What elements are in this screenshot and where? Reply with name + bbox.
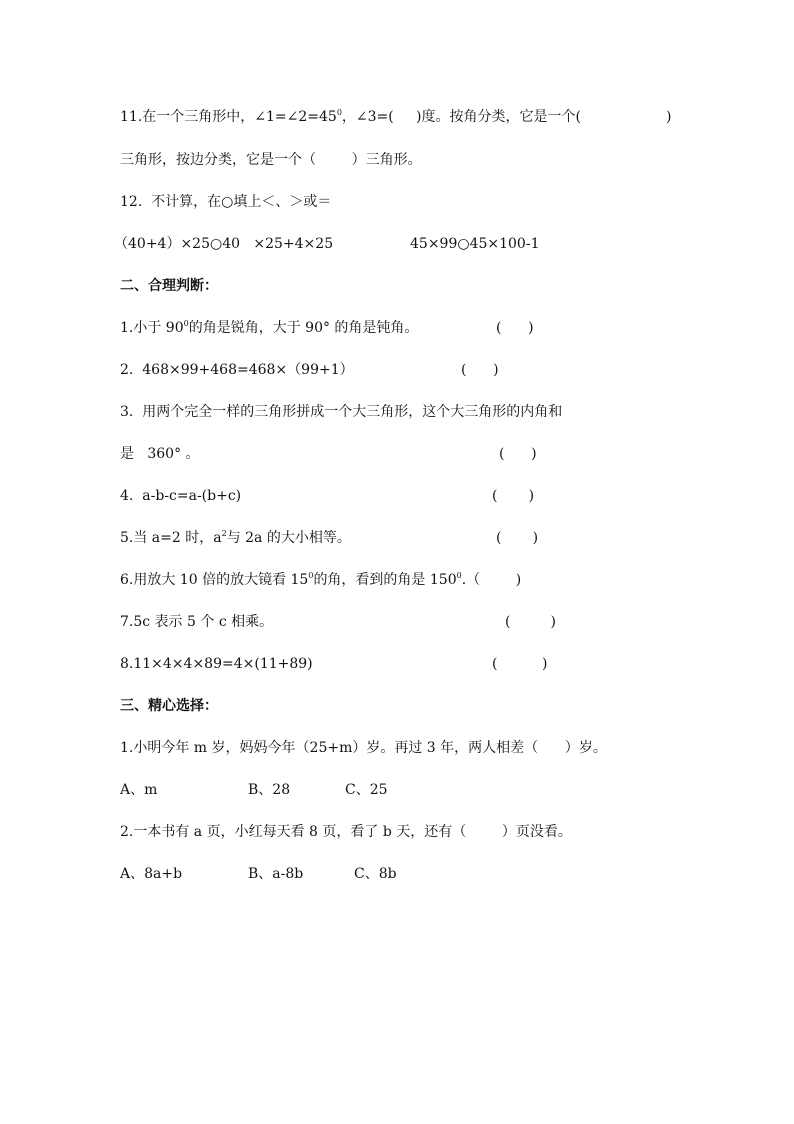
- judge-item-3-line-2: 是 360° 。: [120, 446, 200, 462]
- question-12-title: 12. 不计算，在○填上＜、＞或＝: [120, 194, 332, 210]
- choice-1-option-b[interactable]: B、28: [248, 782, 291, 798]
- question-11-close-paren: ): [666, 109, 672, 125]
- judge-item-3-answer[interactable]: ( ): [499, 446, 537, 462]
- choice-1-option-a[interactable]: A、m: [120, 782, 158, 798]
- judge-item-5-answer[interactable]: ( ): [496, 530, 539, 546]
- judge-item-3-line-1: 3. 用两个完全一样的三角形拼成一个大三角形，这个大三角形的内角和: [120, 404, 563, 420]
- section-3-title: 三、精心选择：: [120, 698, 218, 714]
- judge-item-5: 5.当 a=2 时，$a^2$与 2a 的大小相等。: [120, 529, 351, 546]
- section-2-title: 二、合理判断：: [120, 278, 218, 294]
- choice-1-option-c[interactable]: C、25: [345, 782, 388, 798]
- choice-2-option-a[interactable]: A、8a+b: [120, 866, 183, 882]
- judge-item-1-answer[interactable]: ( ): [496, 320, 534, 336]
- degree-superscript: 0: [336, 108, 342, 117]
- judge-item-7: 7.5c 表示 5 个 c 相乘。: [120, 614, 274, 630]
- question-12-expression-b: 45×99○45×100-1: [410, 236, 540, 252]
- judge-item-2: 2. 468×99+468=468×（99+1）: [120, 362, 354, 378]
- question-11-line-1: 11.在一个三角形中，$\angle 1=\angle 2=45^0$，∠3=( )度。按角分类，它是一个(: [120, 108, 581, 125]
- choice-2-option-c[interactable]: C、8b: [354, 866, 397, 882]
- judge-item-1: 1.小于 $90^0$的角是锐角，大于 90° 的角是钝角。: [120, 319, 419, 336]
- judge-item-6: 6.用放大 10 倍的放大镜看 $15^0$的角，看到的角是 $150^0$.（ ): [120, 571, 522, 588]
- choice-2-option-b[interactable]: B、a-8b: [248, 866, 304, 882]
- question-11-line-2: 三角形，按边分类，它是一个（ ）三角形。: [120, 152, 422, 168]
- judge-item-7-answer[interactable]: ( ): [505, 614, 556, 630]
- choice-question-1: 1.小明今年 m 岁，妈妈今年（25+m）岁。再过 3 年，两人相差（ ）岁。: [120, 740, 607, 756]
- judge-item-2-answer[interactable]: ( ): [461, 362, 499, 378]
- judge-item-8: 8.11×4×4×89=4×(11+89): [120, 656, 313, 672]
- choice-question-2: 2.一本书有 a 页，小红每天看 8 页，看了 b 天，还有（ ）页没看。: [120, 824, 572, 840]
- judge-item-4-answer[interactable]: ( ): [492, 488, 535, 504]
- judge-item-8-answer[interactable]: ( ): [492, 656, 548, 672]
- question-12-expression-a: （40+4）×25○40 ×25+4×25: [114, 236, 334, 252]
- judge-item-4: 4. a-b-c=a-(b+c): [120, 488, 242, 504]
